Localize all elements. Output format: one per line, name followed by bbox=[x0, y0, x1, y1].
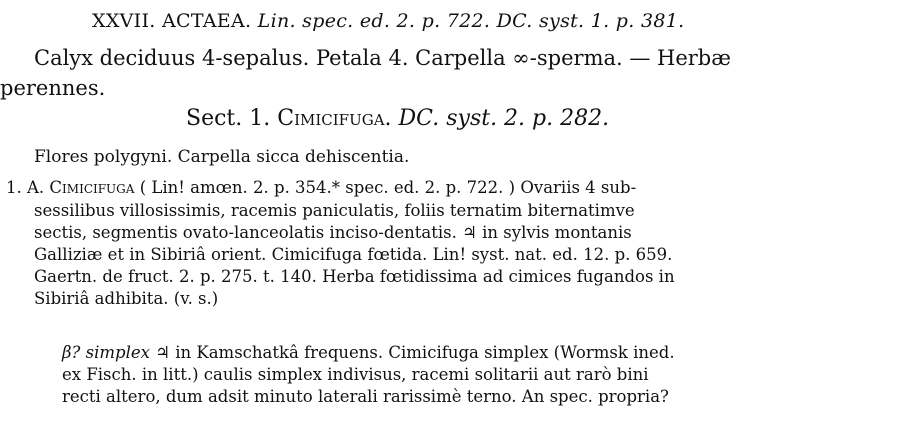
section-heading bbox=[186, 108, 609, 130]
species-entry-line: Gaertn. de fruct. 2. p. 275. t. 140. Herba fœtidissima ad cimices fugandos in bbox=[34, 267, 675, 286]
species-text: ( Lin! amœn. 2. p. 354.* spec. ed. 2. p. 722. ) Ovariis 4 sub- bbox=[139, 178, 637, 197]
genus-character-line2: perennes. bbox=[0, 76, 106, 100]
genus-heading bbox=[92, 12, 684, 31]
perennial-symbol-icon: ♃ bbox=[155, 343, 170, 362]
genus-reference-linnaeus: Lin. spec. ed. 2. p. 722. bbox=[257, 10, 491, 32]
species-entry-line: Galliziæ et in Sibiriâ orient. Cimicifuga fœtida. Lin! syst. nat. ed. 12. p. 659. bbox=[34, 245, 673, 264]
species-entry-line: Sibiriâ adhibita. (v. s.) bbox=[34, 289, 219, 308]
species-number: 1. bbox=[6, 178, 22, 197]
species-entry-line: sessilibus villosissimis, racemis paniculatis, foliis ternatim biternatimve bbox=[34, 201, 635, 220]
variety-label: β? simplex bbox=[62, 343, 150, 362]
genus-reference-dc: DC. syst. 1. p. 381. bbox=[496, 10, 685, 32]
species-entry-line bbox=[6, 180, 636, 197]
species-entry-line: sectis, segmentis ovato-lanceolatis inciso-dentatis. ♃ in sylvis montanis bbox=[34, 223, 632, 242]
variety-entry-line: ex Fisch. in litt.) caulis simplex indivisus, racemi solitarii aut rarò bini bbox=[62, 365, 649, 384]
genus-name: ACTAEA. bbox=[161, 10, 252, 32]
section-description: Flores polygyni. Carpella sicca dehiscentia. bbox=[34, 147, 410, 167]
variety-entry-line bbox=[62, 345, 675, 362]
genus-number: XXVII. bbox=[92, 10, 156, 32]
species-name: Cimicifuga bbox=[49, 178, 135, 197]
variety-text: in Kamschatkâ frequens. Cimicifuga simplex (Wormsk ined. bbox=[175, 343, 675, 362]
section-prefix: Sect. 1. bbox=[186, 106, 271, 131]
section-reference: DC. syst. 2. p. 282. bbox=[398, 106, 610, 131]
species-abbr: A. bbox=[27, 178, 45, 197]
variety-entry-line: recti altero, dum adsit minuto laterali rarissimè terno. An spec. propria? bbox=[62, 387, 669, 406]
genus-character-line1: Calyx deciduus 4-sepalus. Petala 4. Carpella ∞-sperma. — Herbæ bbox=[34, 46, 731, 70]
section-name: Cimicifuga. bbox=[277, 106, 392, 131]
